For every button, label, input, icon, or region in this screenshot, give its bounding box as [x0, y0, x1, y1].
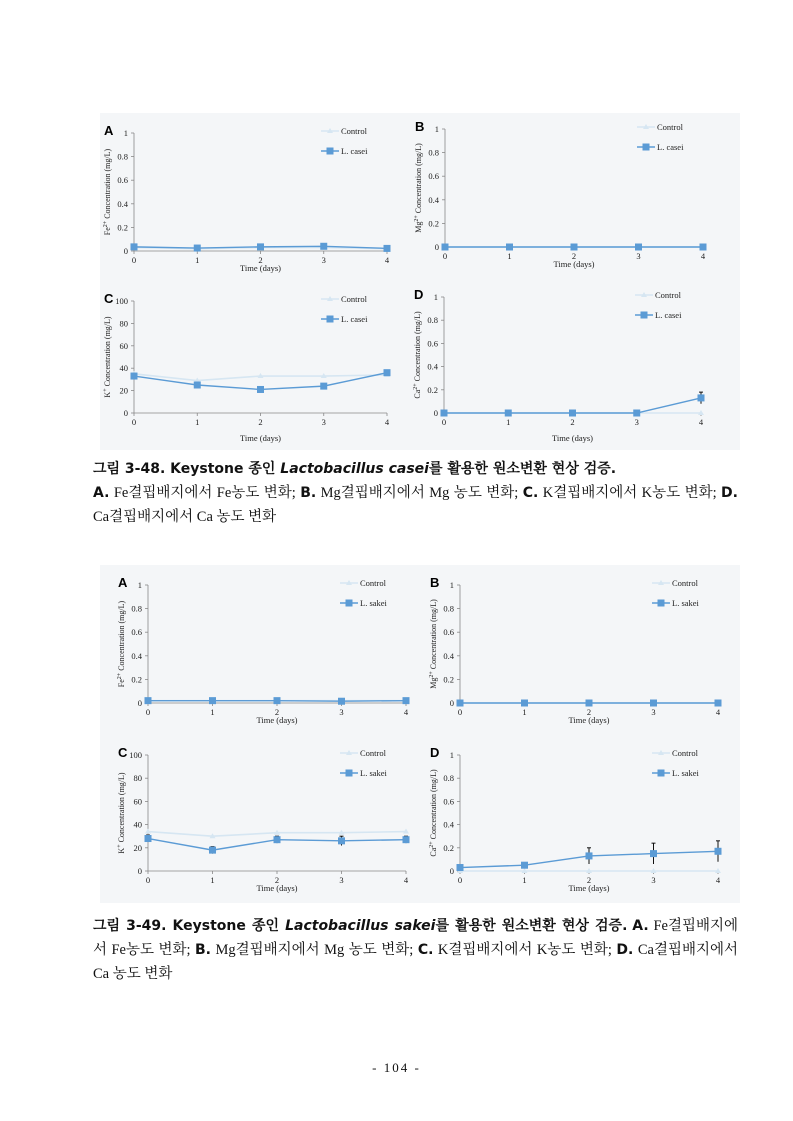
caption-text-a: Fe결핍배지에서 Fe농도 변화; [109, 485, 301, 501]
legend-label: L. casei [655, 310, 682, 320]
y-tick-label: 0.4 [427, 361, 438, 372]
treatment-point [131, 243, 138, 250]
x-tick-label: 0 [442, 251, 448, 261]
chart-panel-c [103, 291, 391, 443]
y-tick-label: 0.8 [427, 315, 438, 326]
treatment-point [320, 383, 327, 390]
legend-label: L. sakei [360, 768, 387, 778]
treatment-point [209, 847, 216, 854]
y-axis-label: $Mg^{2+}$ Concentration (mg/L) [429, 599, 438, 689]
y-tick-label: 0.6 [443, 627, 454, 638]
y-tick-label: 0 [123, 246, 128, 256]
panel-letter-b: B [415, 119, 425, 134]
legend-treatment-marker [346, 600, 353, 607]
y-tick-label: 0.2 [427, 384, 438, 395]
x-axis-label: Time (days) [568, 715, 610, 725]
treatment-point [274, 697, 281, 704]
x-tick-label: 4 [384, 417, 390, 427]
caption-title-prefix: 그림 3-49. Keystone 종인 [93, 918, 286, 934]
x-tick-label: 1 [195, 255, 200, 265]
x-axis-label: Time (days) [256, 715, 298, 725]
treatment-point [384, 369, 391, 376]
y-tick-label: 0.6 [443, 796, 454, 807]
panel-letter-d: D [414, 287, 424, 302]
y-tick-label: 0 [123, 408, 128, 418]
y-tick-label: 0.2 [131, 674, 142, 685]
y-tick-label: 0.4 [443, 650, 454, 661]
chart-panel-b [429, 575, 722, 725]
x-axis-label: Time (days) [256, 883, 298, 893]
treatment-point [571, 244, 578, 251]
panel-letter-d: D [430, 745, 440, 760]
legend-treatment-marker [327, 316, 334, 323]
x-tick-label: 1 [522, 875, 527, 885]
y-tick-label: 0.8 [117, 151, 128, 162]
x-tick-label: 2 [274, 707, 280, 717]
x-tick-label: 2 [571, 251, 577, 261]
figure-l-casei [100, 113, 740, 450]
y-tick-label: 40 [119, 363, 128, 374]
y-tick-label: 0.8 [443, 603, 454, 614]
legend-treatment-marker [641, 312, 648, 319]
y-tick-label: 100 [115, 296, 128, 306]
legend-label: L. casei [657, 142, 684, 152]
caption-label-c: C. [522, 485, 539, 501]
chart-panel-a [103, 123, 391, 273]
treatment-point [403, 836, 410, 843]
y-tick-label: 0.2 [117, 222, 128, 233]
y-tick-label: 1 [137, 580, 142, 590]
chart-panel-b [414, 119, 707, 269]
y-tick-label: 1 [449, 580, 454, 590]
y-tick-label: 0.2 [443, 674, 454, 685]
caption-text-b: Mg결핍배지에서 Mg 농도 변화; [211, 942, 418, 958]
x-tick-label: 3 [321, 255, 326, 265]
y-tick-label: 0.8 [428, 147, 439, 158]
y-axis-label: K+ Concentration (mg/L) [117, 772, 126, 854]
y-tick-label: 0.4 [428, 194, 439, 205]
chart-panel-d [429, 745, 722, 893]
treatment-point [586, 852, 593, 859]
x-tick-label: 2 [274, 875, 280, 885]
x-tick-label: 4 [403, 875, 409, 885]
x-tick-label: 3 [651, 875, 656, 885]
y-tick-label: 0.6 [117, 175, 128, 186]
y-axis-label: $Mg^{2+}$ Concentration (mg/L) [414, 143, 423, 233]
panel-letter-c: C [118, 745, 128, 760]
y-axis-label: $Ca^{2+}$ Concentration (mg/L) [413, 311, 422, 399]
y-tick-label: 0.6 [427, 338, 438, 349]
x-tick-label: 4 [698, 417, 704, 427]
x-tick-label: 3 [339, 707, 344, 717]
figure-caption-3-49 [93, 914, 738, 986]
y-tick-label: 0 [449, 866, 454, 876]
treatment-point [698, 394, 705, 401]
x-tick-label: 1 [506, 417, 511, 427]
y-tick-label: 80 [119, 318, 128, 329]
figure-l-sakei [100, 565, 740, 903]
legend-label: Control [672, 578, 698, 588]
x-axis-label: Time (days) [553, 259, 595, 269]
legend-label: Control [341, 294, 367, 304]
panel-letter-a: A [118, 575, 128, 590]
x-tick-label: 2 [570, 417, 575, 427]
x-tick-label: 1 [210, 707, 215, 717]
treatment-point [521, 700, 528, 707]
caption-title [93, 461, 616, 477]
legend-treatment-marker [658, 770, 665, 777]
treatment-point [320, 243, 327, 250]
x-axis-label: Time (days) [239, 263, 282, 273]
caption-title [93, 918, 627, 934]
y-tick-label: 0.6 [131, 627, 142, 638]
caption-label-c: C. [417, 942, 434, 958]
caption-title-suffix: 를 활용한 원소변환 현상 검증. [435, 918, 628, 934]
x-axis-label: Time (days) [551, 433, 594, 443]
treatment-point [338, 698, 345, 705]
treatment-point [715, 848, 722, 855]
y-tick-label: 0 [434, 242, 439, 252]
treatment-point [194, 382, 201, 389]
treatment-point [403, 697, 410, 704]
figure-l-casei-charts [100, 113, 740, 450]
caption-text-c: K결핍배지에서 K농도 변화; [538, 485, 722, 501]
y-axis-label: $Ca^{2+}$ Concentration (mg/L) [429, 769, 438, 857]
treatment-point [384, 245, 391, 252]
y-tick-label: 60 [119, 340, 128, 351]
treatment-point [145, 835, 152, 842]
treatment-point [145, 697, 152, 704]
treatment-point [650, 850, 657, 857]
legend-label: Control [360, 748, 386, 758]
y-tick-label: 0.8 [443, 773, 454, 784]
treatment-point [457, 700, 464, 707]
y-tick-label: 1 [123, 128, 128, 138]
y-tick-label: 20 [119, 385, 128, 396]
caption-text-d: Ca결핍배지에서 Ca 농도 변화 [93, 509, 277, 525]
treatment-point [194, 245, 201, 252]
x-tick-label: 3 [339, 875, 344, 885]
panel-letter-c: C [104, 291, 114, 306]
x-tick-label: 1 [522, 707, 527, 717]
panel-letter-b: B [430, 575, 440, 590]
legend-label: Control [672, 748, 698, 758]
caption-label-d: D. [616, 942, 634, 958]
x-tick-label: 0 [145, 707, 151, 717]
legend-treatment-marker [658, 600, 665, 607]
x-tick-label: 4 [384, 255, 390, 265]
x-tick-label: 2 [586, 875, 592, 885]
treatment-point [257, 243, 264, 250]
x-tick-label: 3 [636, 251, 641, 261]
legend-label: L. sakei [360, 598, 387, 608]
treatment-point [274, 836, 281, 843]
x-tick-label: 0 [131, 255, 137, 265]
caption-label-a: A. [93, 485, 110, 501]
caption-label-b: B. [195, 942, 212, 958]
y-tick-label: 80 [133, 773, 142, 784]
treatment-point [338, 837, 345, 844]
caption-text-b: Mg결핍배지에서 Mg 농도 변화; [316, 485, 523, 501]
figure-caption-3-48 [93, 457, 738, 529]
treatment-point [442, 244, 449, 251]
y-tick-label: 0 [449, 698, 454, 708]
y-axis-label: $Fe^{2+}$ Concentration (mg/L) [103, 148, 112, 236]
figure-l-sakei-charts [100, 565, 740, 903]
y-tick-label: 0.2 [443, 842, 454, 853]
x-axis-label: Time (days) [568, 883, 610, 893]
legend-label: Control [341, 126, 367, 136]
caption-text-d: Ca결핍배지에서 Ca 농도 변화 [93, 942, 738, 982]
y-tick-label: 1 [433, 292, 438, 302]
legend-label: L. sakei [672, 598, 699, 608]
legend-label: Control [657, 122, 683, 132]
x-tick-label: 1 [210, 875, 215, 885]
x-tick-label: 2 [258, 255, 263, 265]
caption-label-b: B. [300, 485, 317, 501]
y-tick-label: 0 [137, 866, 142, 876]
x-tick-label: 4 [715, 707, 721, 717]
x-tick-label: 1 [195, 417, 200, 427]
x-tick-label: 1 [507, 251, 512, 261]
caption-label-a: A. [632, 918, 649, 934]
y-axis-label: K+ Concentration (mg/L) [103, 316, 112, 398]
y-tick-label: 0.4 [131, 650, 142, 661]
legend-label: Control [360, 578, 386, 588]
treatment-point [441, 410, 448, 417]
caption-label-d: D. [721, 485, 738, 501]
treatment-point [650, 700, 657, 707]
treatment-point [700, 244, 707, 251]
caption-genus: Lactobacillus casei [280, 461, 429, 477]
chart-panel-a [117, 575, 410, 725]
y-axis-label: $Fe^{2+}$ Concentration (mg/L) [117, 600, 126, 688]
treatment-point [569, 410, 576, 417]
legend-treatment-marker [327, 148, 334, 155]
x-tick-label: 0 [441, 417, 447, 427]
x-tick-label: 3 [651, 707, 656, 717]
panel-letter-a: A [104, 123, 114, 138]
caption-text-c: K결핍배지에서 K농도 변화; [433, 942, 617, 958]
y-tick-label: 0 [137, 698, 142, 708]
x-tick-label: 0 [131, 417, 137, 427]
legend-treatment-marker [346, 770, 353, 777]
y-tick-label: 100 [129, 750, 142, 760]
x-axis-label: Time (days) [239, 433, 282, 443]
treatment-point [521, 862, 528, 869]
legend-label: L. sakei [672, 768, 699, 778]
legend-treatment-marker [643, 144, 650, 151]
x-tick-label: 2 [586, 707, 592, 717]
y-tick-label: 0 [433, 408, 438, 418]
caption-title-suffix: 를 활용한 원소변환 현상 검증. [428, 461, 617, 477]
y-tick-label: 0.4 [443, 819, 454, 830]
x-tick-label: 3 [321, 417, 326, 427]
y-tick-label: 1 [434, 124, 439, 134]
y-tick-label: 0.8 [131, 603, 142, 614]
treatment-point [457, 864, 464, 871]
treatment-point [257, 386, 264, 393]
x-tick-label: 4 [700, 251, 706, 261]
treatment-point [209, 697, 216, 704]
x-tick-label: 0 [457, 875, 463, 885]
treatment-point [633, 410, 640, 417]
page-number: - 104 - [372, 1060, 421, 1075]
treatment-point [586, 700, 593, 707]
treatment-point [131, 373, 138, 380]
legend-label: L. casei [341, 146, 368, 156]
y-tick-label: 60 [133, 796, 142, 807]
treatment-point [715, 700, 722, 707]
y-tick-label: 0.4 [117, 198, 128, 209]
caption-title-prefix: 그림 3-48. Keystone 종인 [93, 461, 281, 477]
treatment-point [635, 244, 642, 251]
x-tick-label: 4 [715, 875, 721, 885]
y-tick-label: 20 [133, 842, 142, 853]
caption-genus: Lactobacillus sakei [285, 918, 436, 934]
x-tick-label: 3 [634, 417, 639, 427]
x-tick-label: 2 [258, 417, 263, 427]
y-tick-label: 0.6 [428, 171, 439, 182]
chart-panel-d [413, 287, 705, 443]
x-tick-label: 4 [403, 707, 409, 717]
treatment-point [505, 410, 512, 417]
y-tick-label: 40 [133, 819, 142, 830]
y-tick-label: 1 [449, 750, 454, 760]
caption-text-a: Fe결핍배지에서 Fe농도 변화; [93, 918, 738, 958]
y-tick-label: 0.2 [428, 218, 439, 229]
chart-panel-c [117, 745, 410, 893]
treatment-point [506, 244, 513, 251]
x-tick-label: 0 [457, 707, 463, 717]
legend-label: Control [655, 290, 681, 300]
legend-label: L. casei [341, 314, 368, 324]
x-tick-label: 0 [145, 875, 151, 885]
